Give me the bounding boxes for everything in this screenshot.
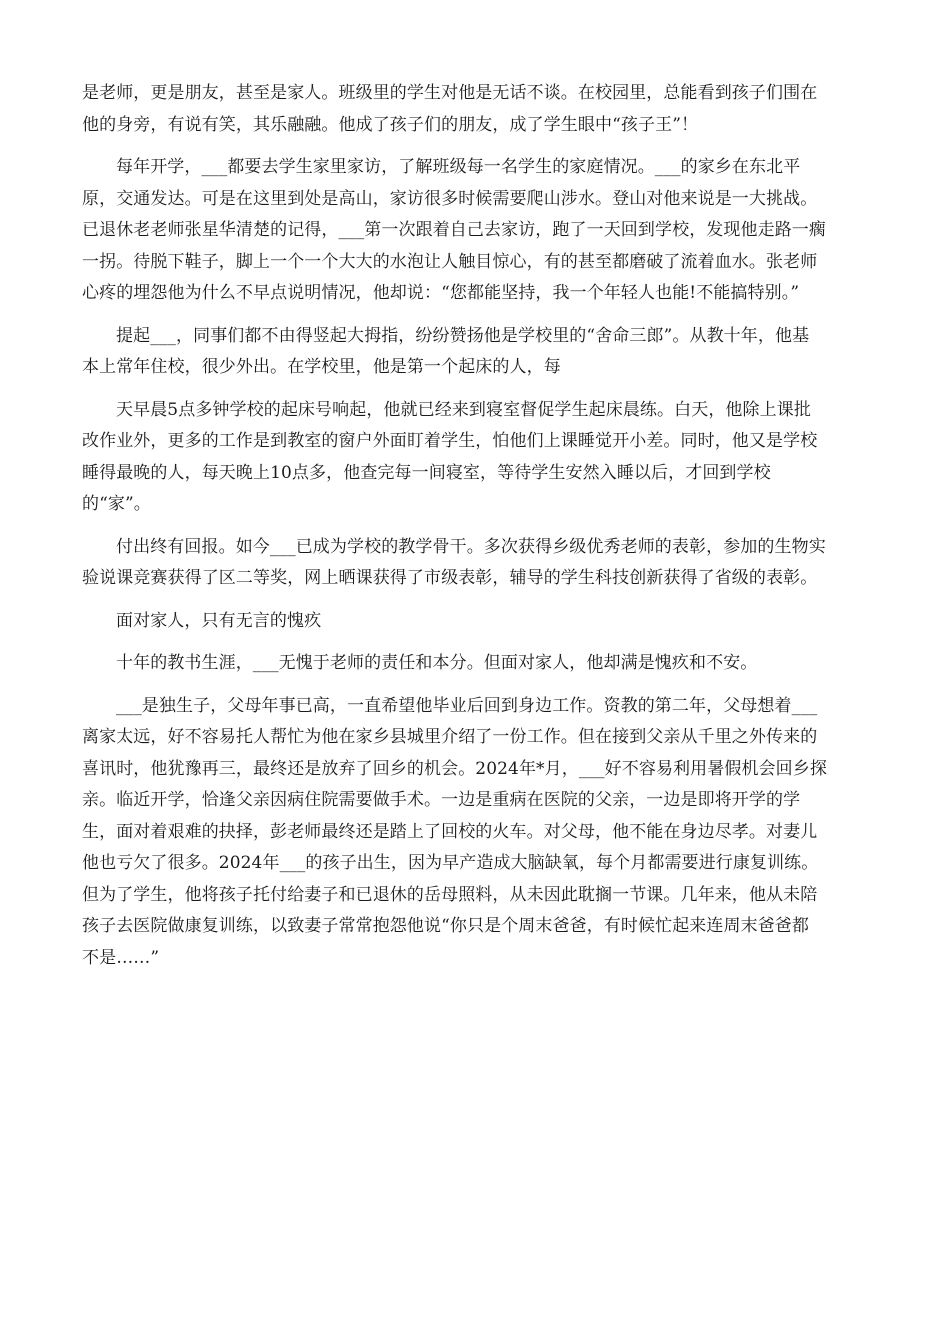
text-line: 已退休老老师张星华清楚的记得，___第一次跟着自己去家访，跑了一天回到学校，发现他走路一瘸 xyxy=(82,220,826,240)
text-line: 睡得最晚的人，每天晚上10点多，他查完每一间寝室，等待学生安然入睡以后，才回到学校 xyxy=(82,462,771,483)
text-line: 孩子去医院做康复训练，以致妻子常常抱怨他说“你只是个周末爸爸，有时候忙起来连周末爸爸都 xyxy=(82,916,809,936)
paragraph-7 xyxy=(82,691,868,975)
text-line: 生，面对着艰难的抉择，彭老师最终还是踏上了回校的火车。对父母，他不能在身边尽孝。对妻儿 xyxy=(82,821,818,842)
text-line: 改作业外，更多的工作是到教室的窗户外面盯着学生，怕他们上课睡觉开小差。同时，他又是学校 xyxy=(82,431,818,451)
text-line: 每年开学，___都要去学生家里家访，了解班级每一名学生的家庭情况。___的家乡在东北平 xyxy=(116,157,801,177)
paragraph-5 xyxy=(82,532,868,595)
text-line: 原，交通发达。可是在这里到处是高山，家访很多时候需要爬山涉水。登山对他来说是一大挑战。 xyxy=(82,188,818,209)
paragraph-2 xyxy=(82,152,868,310)
text-line: 本上常年住校，很少外出。在学校里，他是第一个起床的人，每 xyxy=(82,357,561,377)
text-line: 不是……” xyxy=(82,947,160,968)
text-line: 他也亏欠了很多。2024年___的孩子出生，因为早产造成大脑缺氧，每个月都需要进行康复训练。 xyxy=(82,853,819,873)
text-line: 天早晨5点多钟学校的起床号响起，他就已经来到寝室督促学生起床晨练。白天，他除上课批 xyxy=(116,399,811,420)
text-line: 十年的教书生涯，___无愧于老师的责任和本分。但面对家人，他却满是愧疚和不安。 xyxy=(116,653,758,673)
text-line: 但为了学生，他将孩子托付给妻子和已退休的岳母照料，从未因此耽搁一节课。几年来，他从未陪 xyxy=(82,884,818,905)
heading-text: 面对家人，只有无言的愧疚 xyxy=(116,610,322,631)
text-line: 是老师，更是朋友，甚至是家人。班级里的学生对他是无话不谈。在校园里，总能看到孩子们围在 xyxy=(82,83,818,103)
text-line: ___是独生子，父母年事已高，一直希望他毕业后回到身边工作。资教的第二年，父母想着___ xyxy=(116,695,818,716)
text-line: 亲。临近开学，恰逢父亲因病住院需要做手术。一边是重病在医院的父亲，一边是即将开学的学 xyxy=(82,790,801,810)
text-line: 验说课竞赛获得了区二等奖，网上晒课获得了市级表彰，辅导的学生科技创新获得了省级的表彰。 xyxy=(82,568,818,588)
text-line: 一拐。待脱下鞋子，脚上一个一个大大的水泡让人触目惊心，有的甚至都磨破了流着血水。张老师 xyxy=(82,251,818,272)
text-line: 他的身旁，有说有笑，其乐融融。他成了孩子们的朋友，成了学生眼中“孩子王”！ xyxy=(82,114,699,135)
paragraph-1 xyxy=(82,78,868,141)
text-line: 心疼的埋怨他为什么不早点说明情况，他却说：“您都能坚持，我一个年轻人也能!不能搞特别。” xyxy=(82,283,800,303)
text-line: 离家太远，好不容易托人帮忙为他在家乡县城里介绍了一份工作。但在接到父亲从千里之外传来的 xyxy=(82,727,818,747)
paragraph-3 xyxy=(82,321,868,384)
text-line: 提起___，同事们都不由得竖起大拇指，纷纷赞扬他是学校里的“舍命三郎”。从教十年，他基 xyxy=(116,325,810,346)
text-line: 付出终有回报。如今___已成为学校的教学骨干。多次获得乡级优秀老师的表彰，参加的生物实 xyxy=(116,536,826,557)
paragraph-4 xyxy=(82,395,868,521)
section-heading xyxy=(82,606,868,638)
text-line: 的“家”。 xyxy=(82,494,151,514)
paragraph-6 xyxy=(82,648,868,680)
text-line: 喜讯时，他犹豫再三，最终还是放弃了回乡的机会。2024年*月，___好不容易利用暑假机会回乡探 xyxy=(82,758,827,779)
